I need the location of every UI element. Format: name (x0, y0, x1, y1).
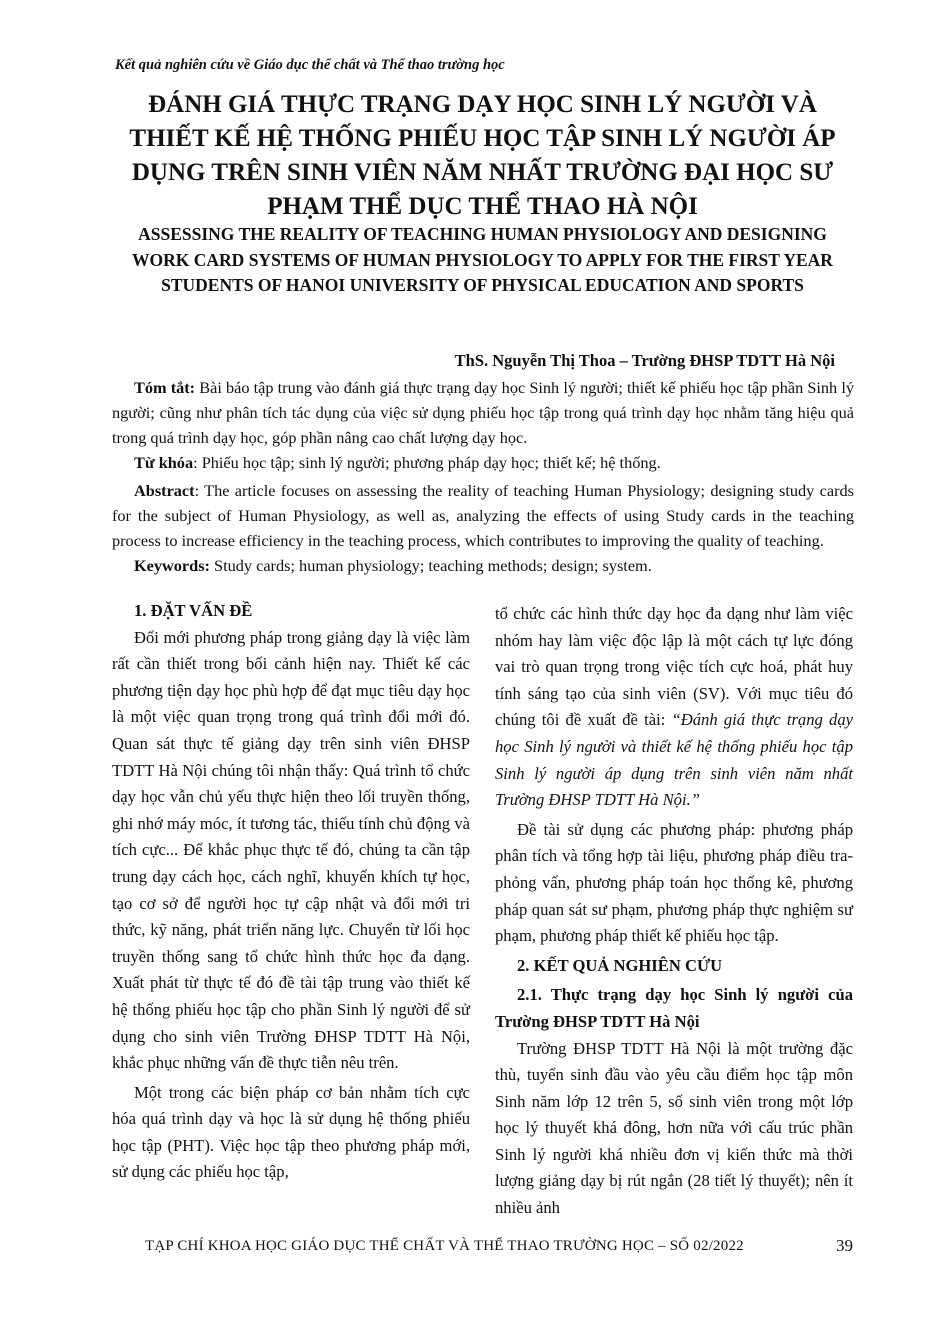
paragraph-continued (495, 601, 853, 814)
page-number: 39 (836, 1236, 853, 1255)
abstract-block (112, 375, 854, 578)
keywords-english (112, 553, 854, 578)
summary-text: Bài báo tập trung vào đánh giá thực trạng dạy học Sinh lý người; thiết kế phiếu học tập phần Sinh lý người; cũng như phân tích tác dụng của việc sử dụng phiếu học tập trong quá trình dạy học nhằm tăng hiệu quả trong quá trình dạy học, góp phần nâng cao chất lượng dạy học. (112, 378, 854, 447)
keywords-vi-label: Từ khóa (134, 453, 194, 472)
paragraph: Trường ĐHSP TDTT Hà Nội là một trường đặc thù, tuyển sinh đầu vào yêu cầu điểm học tập môn Sinh năm lớp 12 trên 5, số sinh viên trong một lớp học lý thuyết khá đông, hơn nữa với cấu trúc phần Sinh lý người khá nhiều đơn vị kiến thức mà thời lượng giảng dạy bị rút ngắn (28 tiết lý thuyết); nên ít nhiều ảnh (495, 1038, 853, 1218)
abstract-label: Abstract (134, 481, 195, 500)
abstract-english (112, 478, 854, 553)
keywords-en-label: Keywords: (134, 556, 210, 575)
subsection-heading: 2.1. Thực trạng dạy học Sinh lý người của Trường ĐHSP TDTT Hà Nội (495, 985, 853, 1031)
paragraph-text: tổ chức các hình thức dạy học đa dạng như làm việc nhóm hay làm việc độc lập là một cách tự lực đóng vai trò quan trọng trong việc tích cực hoá, phát huy tính sáng tạo của sinh viên (SV). Với mục tiêu đó chúng tôi đề xuất đề tài: (495, 604, 853, 730)
summary-vietnamese (112, 375, 854, 450)
keywords-vietnamese (112, 450, 854, 475)
section-heading-results: 2. KẾT QUẢ NGHIÊN CỨU (517, 955, 723, 975)
abstract-text: : The article focuses on assessing the reality of teaching Human Physiology; designing study cards for the subject of Human Physiology, as well as, analyzing the effects of using Study cards in the teaching process to increase efficiency in the teaching process, which contributes to improving the quality of teaching. (112, 481, 854, 550)
keywords-vi-text: : Phiếu học tập; sinh lý người; phương pháp dạy học; thiết kế; hệ thống. (193, 453, 661, 472)
author-line: ThS. Nguyễn Thị Thoa – Trường ĐHSP TDTT Hà Nội (454, 351, 835, 370)
research-title-quote: “Đánh giá thực trạng dạy học Sinh lý người và thiết kế hệ thống phiếu học tập Sinh lý người áp dụng trên sinh viên năm nhất Trường ĐHSP TDTT Hà Nội.” (495, 710, 853, 810)
summary-label: Tóm tắt: (134, 378, 196, 397)
journal-footer: TẠP CHÍ KHOA HỌC GIÁO DỤC THỂ CHẤT VÀ THỂ THAO TRƯỜNG HỌC – SỐ 02/2022 (145, 1238, 744, 1254)
right-column (495, 601, 853, 1222)
article-title-vietnamese: ĐÁNH GIÁ THỰC TRẠNG DẠY HỌC SINH LÝ NGƯỜI VÀ THIẾT KẾ HỆ THỐNG PHIẾU HỌC TẬP SINH LÝ NGƯỜI ÁP DỤNG TRÊN SINH VIÊN NĂM NHẤT TRƯỜNG ĐẠI HỌC SƯ PHẠM THỂ DỤC THỂ THAO HÀ NỘI (129, 91, 836, 220)
running-head: Kết quả nghiên cứu về Giáo dục thể chất và Thể thao trường học (115, 57, 505, 73)
left-column (112, 598, 470, 1186)
article-title-english: ASSESSING THE REALITY OF TEACHING HUMAN PHYSIOLOGY AND DESIGNING WORK CARD SYSTEMS OF HUMAN PHYSIOLOGY TO APPLY FOR THE FIRST YEAR STUDENTS OF HANOI UNIVERSITY OF PHYSICAL EDUCATION AND SPORTS (132, 224, 833, 295)
paragraph: Đổi mới phương pháp trong giảng dạy là việc làm rất cần thiết trong bối cảnh hiện nay. Thiết kế các phương tiện dạy học phù hợp để đạt mục tiêu dạy học là một việc quan trọng trong quá trình đổi mới đó. Quan sát thực tế giảng dạy trên sinh viên ĐHSP TDTT Hà Nội chúng tôi nhận thấy: Quá trình tổ chức dạy học vẫn chủ yếu thực hiện theo lối truyền thống, ghi nhớ máy móc, ít tương tác, thiếu tính chủ động và tích cực... Để khắc phục thực tế đó, chúng ta cần tập trung dạy cách học, cách nghĩ, khuyến khích tự học, tạo cơ sở để người học tự cập nhật và đổi mới tri thức, kỹ năng, phát triển năng lực. Chuyển từ lối học truyền thống sang tổ chức hình thức học đa dạng. Xuất phát từ thực tế đó đề tài tập trung vào thiết kế hệ thống phiếu học tập cho phần Sinh lý người để sử dụng cho sinh viên Trường ĐHSP TDTT Hà Nội, khắc phục những vấn đề thực tiễn nêu trên. (112, 627, 470, 1073)
paragraph: Đề tài sử dụng các phương pháp: phương pháp phân tích và tổng hợp tài liệu, phương pháp điều tra-phỏng vấn, phương pháp toán học thống kê, phương pháp quan sát sư phạm, phương pháp thực nghiệm sư phạm, phương pháp thiết kế phiếu học tập. (495, 819, 853, 946)
keywords-en-text: Study cards; human physiology; teaching methods; design; system. (209, 556, 652, 575)
section-heading-introduction: 1. ĐẶT VẤN ĐỀ (134, 601, 253, 620)
paragraph: Một trong các biện pháp cơ bản nhằm tích cực hóa quá trình dạy và học là sử dụng hệ thống phiếu học tập (PHT). Việc học tập theo phương pháp mới, sử dụng các phiếu học tập, (112, 1082, 470, 1182)
